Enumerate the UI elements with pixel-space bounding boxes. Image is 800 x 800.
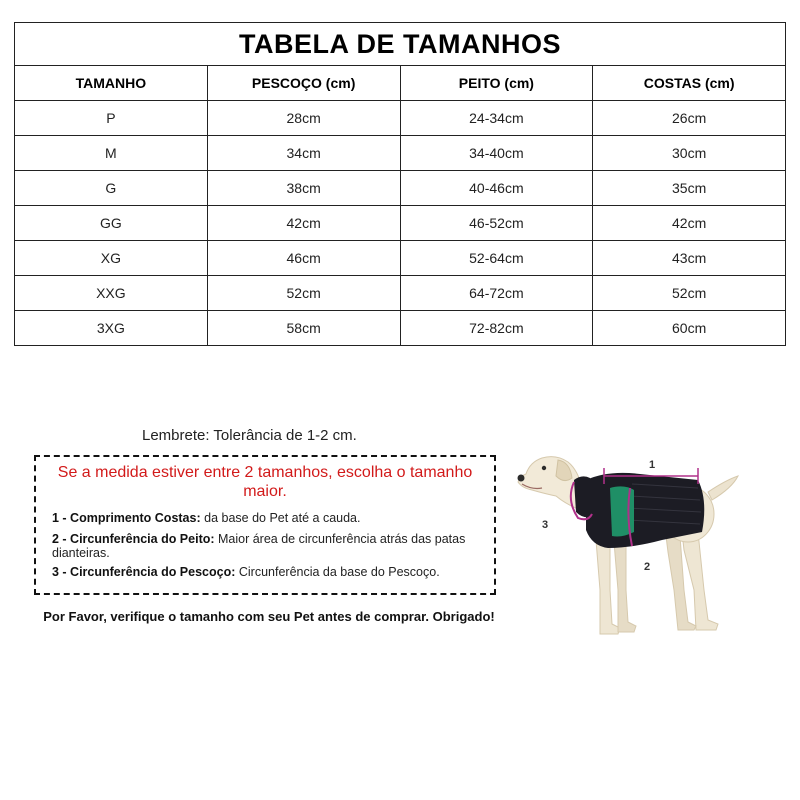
chest-cell: 34-40cm [400, 136, 593, 171]
neck-cell: 34cm [207, 136, 400, 171]
chest-cell: 72-82cm [400, 311, 593, 346]
measure-item-label: 1 - Comprimento Costas: [52, 511, 201, 525]
back-cell: 26cm [593, 101, 786, 136]
neck-cell: 58cm [207, 311, 400, 346]
back-cell: 30cm [593, 136, 786, 171]
size-cell: G [15, 171, 208, 206]
chest-cell: 24-34cm [400, 101, 593, 136]
header-chest: PEITO (cm) [400, 66, 593, 101]
neck-measure-label: 3 [542, 519, 549, 531]
table-row [15, 101, 786, 136]
size-cell: P [15, 101, 208, 136]
table-row [15, 311, 786, 346]
header-back: COSTAS (cm) [593, 66, 786, 101]
chest-cell: 64-72cm [400, 276, 593, 311]
size-cell: GG [15, 206, 208, 241]
neck-cell: 38cm [207, 171, 400, 206]
measure-item-back [52, 511, 482, 525]
neck-cell: 42cm [207, 206, 400, 241]
chest-cell: 52-64cm [400, 241, 593, 276]
size-table [14, 22, 786, 346]
header-neck: PESCOÇO (cm) [207, 66, 400, 101]
table-row [15, 241, 786, 276]
measure-item-text: da base do Pet até a cauda. [200, 511, 361, 525]
measure-item-neck [52, 565, 482, 579]
dog-jacket-illustration [512, 440, 752, 640]
size-cell: XG [15, 241, 208, 276]
back-cell: 52cm [593, 276, 786, 311]
chest-measure-label: 2 [644, 561, 651, 573]
chest-cell: 46-52cm [400, 206, 593, 241]
measure-item-text: Circunferência da base do Pescoço. [235, 565, 440, 579]
measurement-notice-box [34, 455, 496, 595]
table-title-row [15, 23, 786, 66]
table-row [15, 276, 786, 311]
verify-size-note: Por Favor, verifique o tamanho com seu Pet antes de comprar. Obrigado! [43, 609, 495, 624]
table-title: TABELA DE TAMANHOS [15, 23, 786, 66]
measure-item-chest [52, 532, 482, 560]
measure-item-label: 3 - Circunferência do Pescoço: [52, 565, 236, 579]
table-row [15, 171, 786, 206]
back-cell: 43cm [593, 241, 786, 276]
tolerance-reminder: Lembrete: Tolerância de 1-2 cm. [142, 427, 357, 444]
back-cell: 60cm [593, 311, 786, 346]
size-cell: XXG [15, 276, 208, 311]
header-size: TAMANHO [15, 66, 208, 101]
table-header-row [15, 66, 786, 101]
neck-cell: 52cm [207, 276, 400, 311]
size-advice-text: Se a medida estiver entre 2 tamanhos, escolha o tamanho maior. [57, 464, 473, 500]
neck-cell: 28cm [207, 101, 400, 136]
measure-item-text: Maior área de circunferência atrás das patas dianteiras. [52, 532, 466, 560]
measure-item-label: 2 - Circunferência do Peito: [52, 532, 215, 546]
neck-cell: 46cm [207, 241, 400, 276]
size-cell: 3XG [15, 311, 208, 346]
back-measure-label: 1 [649, 459, 656, 471]
size-cell: M [15, 136, 208, 171]
back-cell: 35cm [593, 171, 786, 206]
chest-cell: 40-46cm [400, 171, 593, 206]
table-row [15, 136, 786, 171]
table-row [15, 206, 786, 241]
back-cell: 42cm [593, 206, 786, 241]
